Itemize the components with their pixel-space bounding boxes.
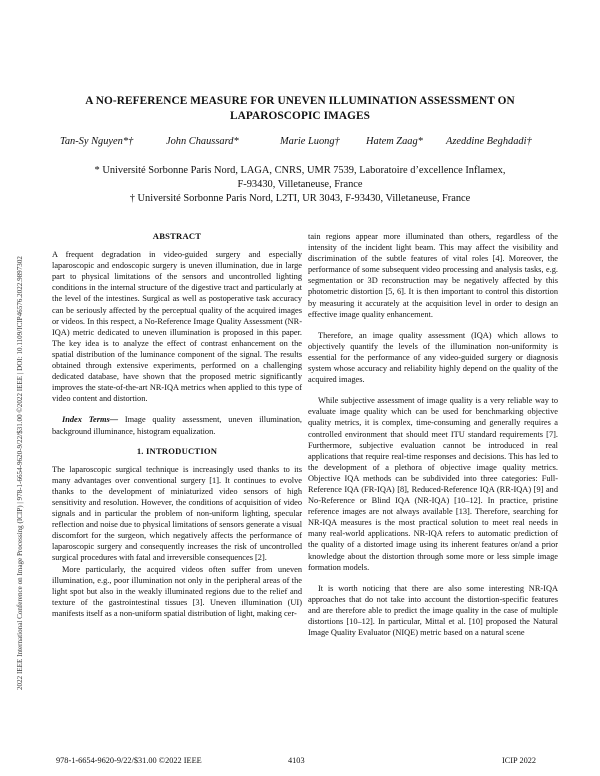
left-column [52, 231, 302, 619]
abstract-text: A frequent degradation in video-guided surgery and especially laparoscopic and endoscopic surgery is uneven illumination, due in large part to physical limitations of the sensors and uncontrolled lighting conditions in the internal structure of the digestive tract and particularly at the level of the intestines. Surgical as well as postoperative task accuracy can be seriously affected by the perceptual quality of the acquired images or videos. In this respect, a No-Reference Image Quality Assessment (NR-IQA) metric dedicated to uneven illumination is proposed in this paper. The key idea is to analyze the effect of contrast enhancement on the spatial distribution of the luminance component of the signal. The results obtained through extensive experiments, performed on a challenging dedicated database, have shown that the proposed metric significantly improves the state-of-the-art NR-IQA metrics when applied to this type of video content and distortion. [52, 250, 302, 404]
footer-conference: ICIP 2022 [502, 756, 537, 765]
author-3: Marie Luong† [280, 136, 340, 147]
affiliation-1: * Université Sorbonne Paris Nord, LAGA, CNRS, UMR 7539, Laboratoire d’excellence Inflamex, [94, 165, 506, 176]
author-list [48, 136, 558, 150]
right-paragraph-1: tain regions appear more illuminated than others, regardless of the intensity of the incident light beam. This may affect the visibility and discrimination of the subtle features of vital roles [4]. Moreover, the performance of some subsequent video processing and analysis tasks, e.g. segmentation or 3D reconstruction may be negatively affected by this photometric distortion [5, 6]. It is then important to control this distortion by measuring it accurately at the acquisition level in order to design an effective image quality enhancement. [308, 232, 558, 319]
abstract-heading: ABSTRACT [152, 231, 202, 241]
affiliation-1-city: F-93430, Villetaneuse, France [237, 179, 363, 190]
sidebar-text: 2022 IEEE International Conference on Image Processing (ICIP) | 978-1-6654-9620-9/22/$31.00 ©2022 IEEE | DOI: 10.1109/ICIP46576.2022.9897302 [16, 256, 24, 690]
affiliation-2: † Université Sorbonne Paris Nord, L2TI, UR 3043, F-93430, Villetaneuse, France [129, 193, 471, 204]
index-terms-label: Index Terms— [62, 415, 119, 425]
introduction-heading: 1. INTRODUCTION [136, 445, 218, 456]
title-line-2: LAPAROSCOPIC IMAGES [229, 110, 371, 122]
footer-page-number: 4103 [288, 756, 305, 765]
right-paragraph-2: Therefore, an image quality assessment (IQA) which allows to objectively quantify the levels of the illumination non-uniformity is essential for the performance of any video-guided surgery or diagnosis system whose accuracy and reliability highly depend on the quality of the acquired images. [308, 330, 558, 385]
index-terms [52, 414, 302, 436]
title-line-1: A NO-REFERENCE MEASURE FOR UNEVEN ILLUMINATION ASSESSMENT ON [85, 95, 515, 107]
right-paragraph-3: While subjective assessment of image quality is a very reliable way to evaluate image quality which can be used for benchmarking objective quality metrics, it is complex, time-consuming and generally requires a controlled environment that should meet ITU standard requirements [7]. Furthermore, subjective evaluation cannot be introduced in real applications that require real-time responses and decisions. This has led to the development of a plethora of objective image quality metrics. Objective IQA methods can be subdivided into three categories: Full-Reference IQA (FR-IQA) [8], Reduced-Reference IQA (RR-IQA) [9] and No-Reference or Blind IQA (NR-IQA) [10–12]. In practice, pristine reference images are not always available [13]. Therefore, searching for NR-IQA measures is the most practical solution to meet real needs in many real-world applications. NR-IQA refers to automatic prediction of the quality of a distorted image using its inherent features or/and a prior knowledge about the distortion through some more or less simple image formation models. [308, 396, 558, 572]
right-paragraph-4: It is worth noticing that there are also some interesting NR-IQA approaches that do not take into account the distortion-specific features and are therefore able to predict the image quality in the case of multiple distortions [10–12]. In particular, Mittal et al. [10] proposed the Natural Image Quality Evaluator (NIQE) metric based on a natural scene [308, 583, 558, 638]
intro-paragraph-2: More particularly, the acquired videos often suffer from uneven illumination, e.g., poor illumination not only in the peripheral areas of the light spot but also in the weakly illuminated regions due to the relief and texture of the gastrointestinal tissues [3]. Uneven illumination (UI) manifests itself as a non-uniform spatial distribution of light, making cer- [52, 564, 302, 618]
intro-paragraph-1: The laparoscopic surgical technique is increasingly used thanks to its many advantages over conventional surgery [1]. It continues to evolve thanks to the development of miniaturized video sensors of high sensitivity and resolution. However, the conditions of acquisition of video signals and in particular the problem of non-uniform lighting, specular reflection and noise due to physical limitations of sensors generate a visual discomfort for the surgeon, which negatively affects the performance of laparoscopic surgery and consequently increases the risk of uncontrolled surgical procedures with fatal and irreversible consequences [2]. [52, 464, 303, 563]
right-column [308, 231, 558, 638]
author-1: Tan-Sy Nguyen*† [60, 136, 134, 147]
author-5: Azeddine Beghdadi† [446, 136, 532, 147]
author-2: John Chaussard* [166, 136, 239, 147]
ieee-doi-sidebar [4, 130, 24, 690]
paper-title [40, 94, 560, 124]
footer-copyright: 978-1-6654-9620-9/22/$31.00 ©2022 IEEE [56, 756, 202, 765]
author-4: Hatem Zaag* [366, 136, 423, 147]
index-terms-text: Image quality assessment, uneven illumination, background illuminance, histogram equalization. [52, 415, 302, 436]
